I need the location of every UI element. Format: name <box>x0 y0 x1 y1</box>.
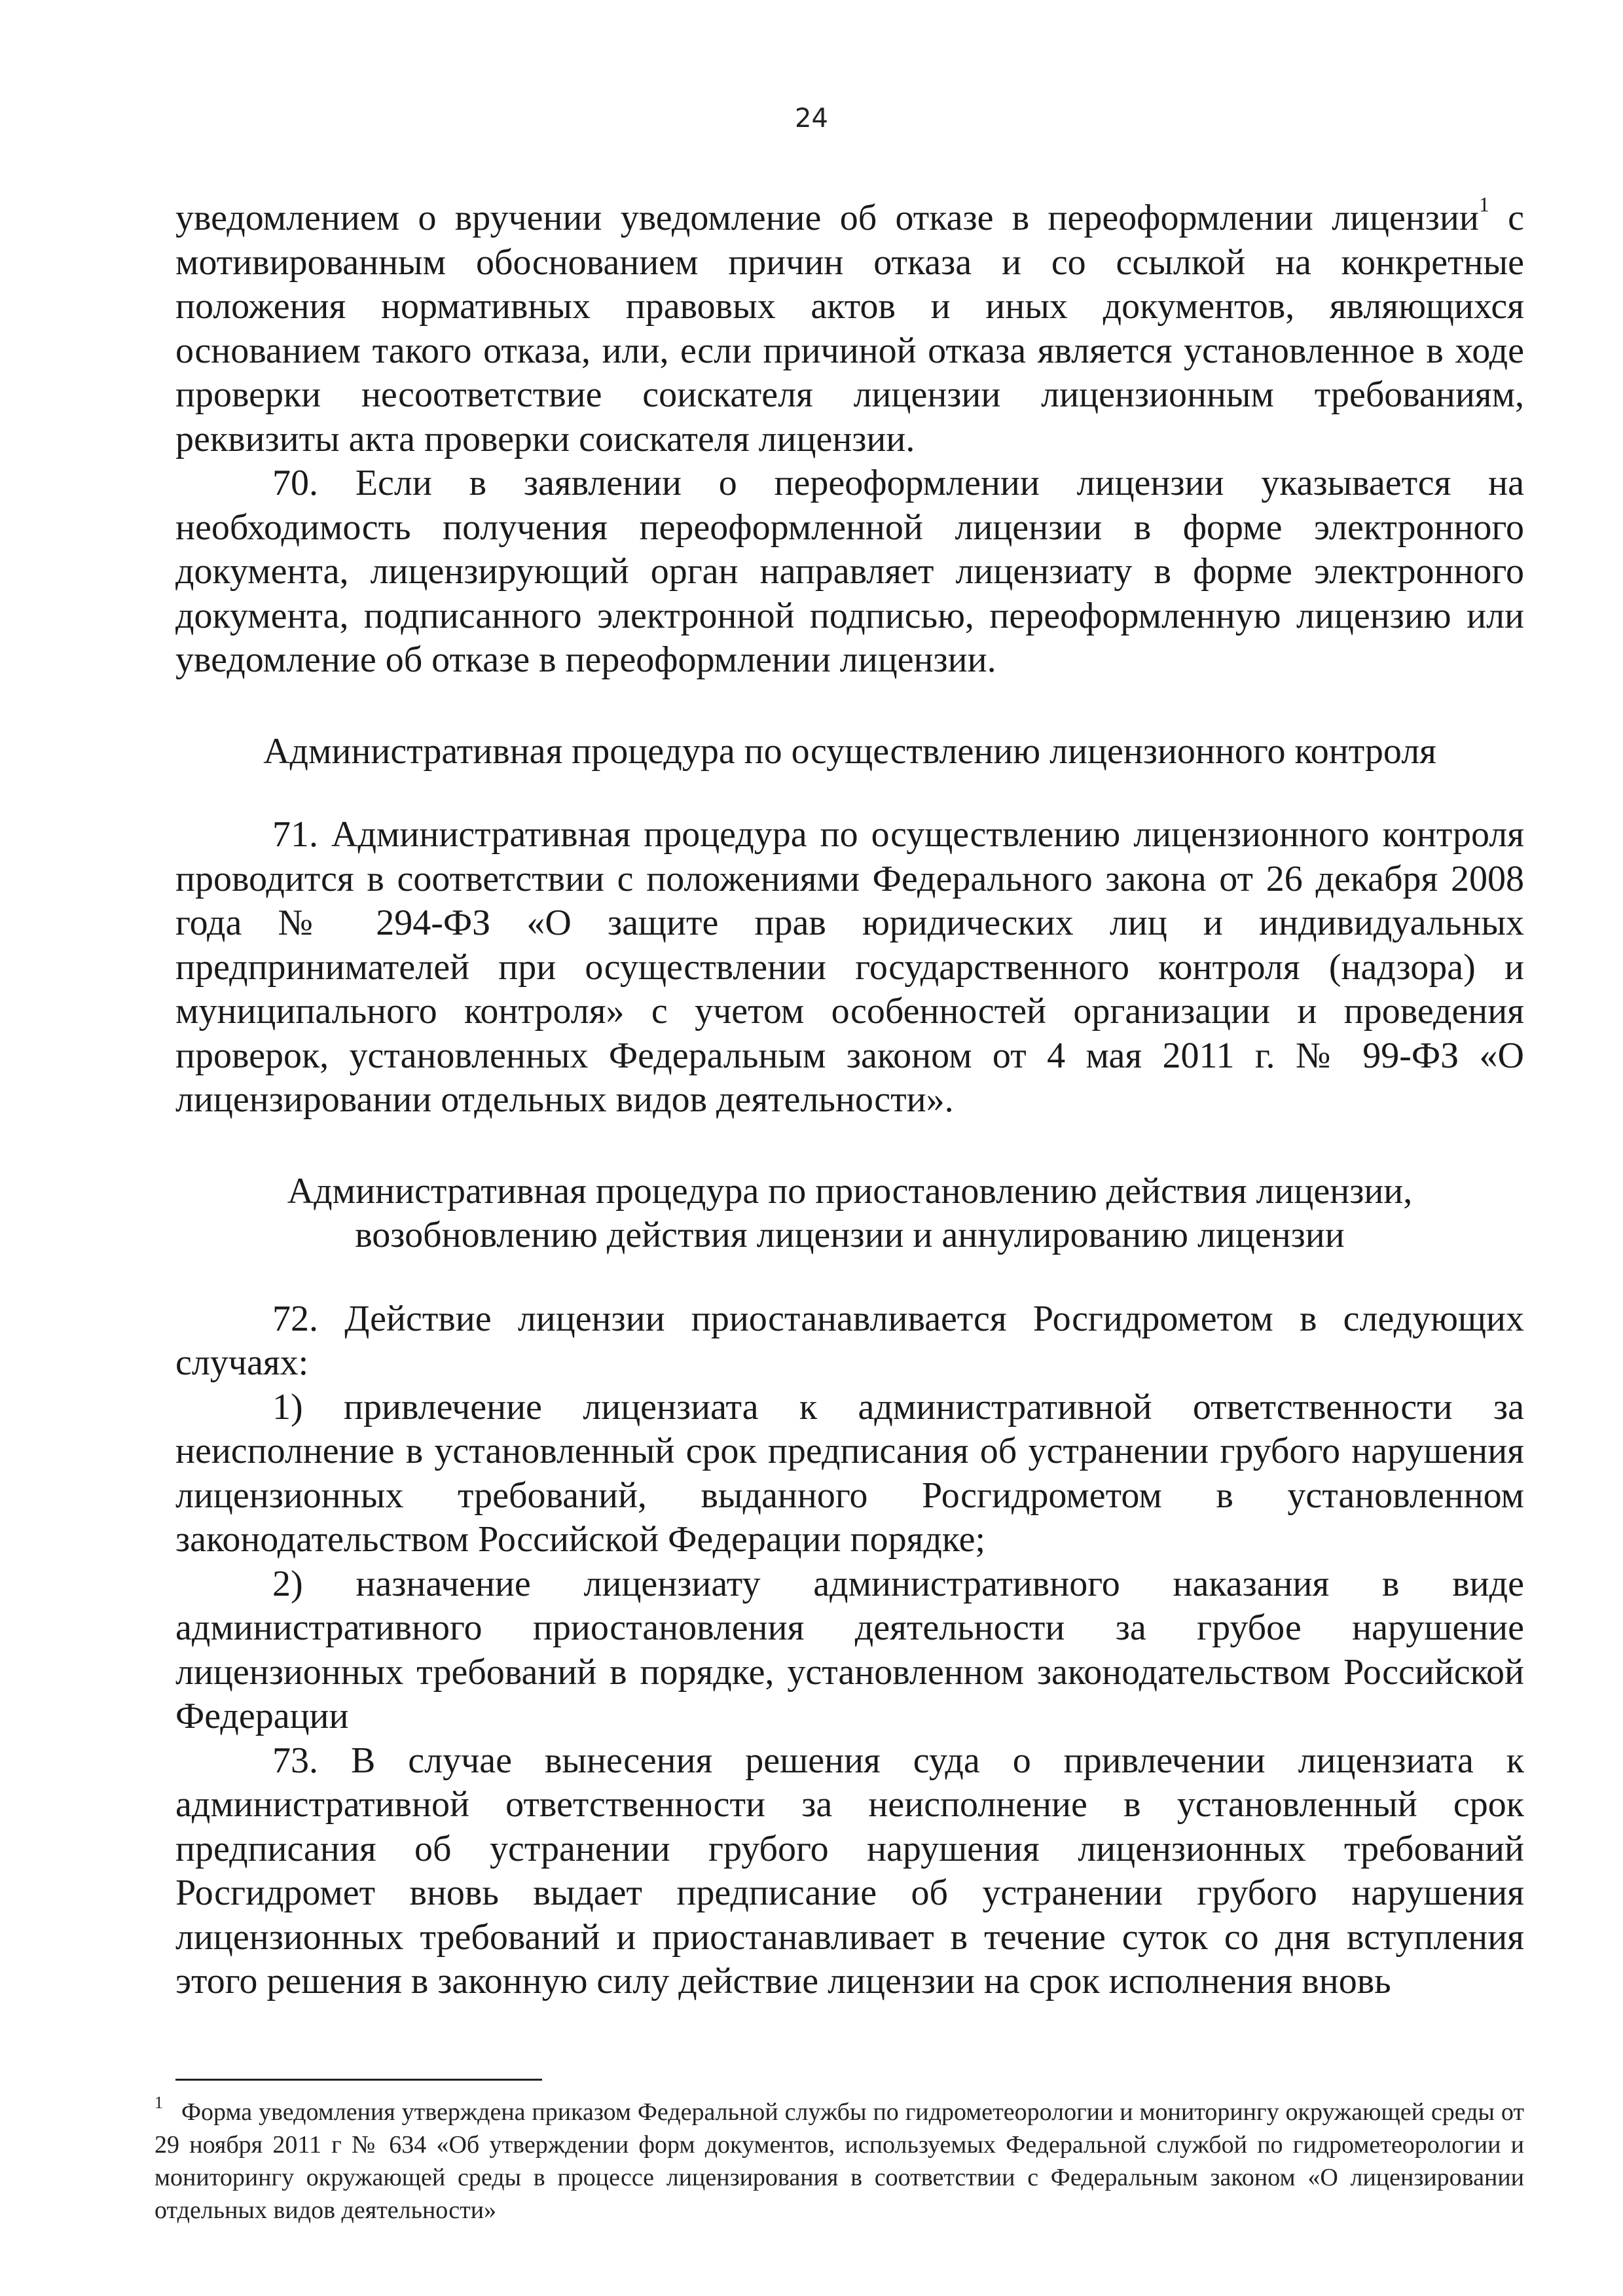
paragraph-72-item-1: 1) привлечение лицензиата к административной ответственности за неисполнение в установленный срок предписания об устранении грубого нарушения лицензионных требований, выданного Росгидрометом в установленном законодательством Российской Федерации порядке; <box>175 1386 1524 1560</box>
footnote-divider <box>175 2079 542 2081</box>
section-heading-suspension <box>175 1170 1524 1258</box>
page-number: 24 <box>795 103 828 134</box>
paragraph-72: 72. Действие лицензии приостанавливается Росгидрометом в следующих случаях: <box>175 1298 1524 1383</box>
paragraph-continuation-text-b: с мотивированным обоснованием причин отказа и со ссылкой на конкретные положения нормативных правовых актов и иных документов, являющихся основанием такого отказа, или, если причиной отказа является установленное в ходе проверки несоответствие соискателя лицензии лицензионным требованиям, реквизиты акта проверки соискателя лицензии. <box>175 198 1524 459</box>
document-body <box>175 192 1524 2004</box>
section-heading-suspension-line2: возобновлению действия лицензии и аннулированию лицензии <box>355 1215 1345 1255</box>
section-heading-license-control: Административная процедура по осуществлению лицензионного контроля <box>263 730 1436 772</box>
paragraph-continuation <box>175 192 1524 461</box>
footnote <box>155 2093 1524 2227</box>
paragraph-71: 71. Административная процедура по осуществлению лицензионного контроля проводится в соответствии с положениями Федерального закона от 26 декабря 2008 года № 294-ФЗ «О защите прав юридических лиц и индивидуальных предпринимателей при осуществлении государственного контроля (надзора) и муниципального контроля» с учетом особенностей организации и проведения проверок, установленных Федеральным законом от 4 мая 2011 г. № 99-ФЗ «О лицензировании отдельных видов деятельности». <box>175 814 1524 1120</box>
footnote-reference: 1 <box>1478 192 1489 216</box>
paragraph-73: 73. В случае вынесения решения суда о привлечении лицензиата к административной ответственности за неисполнение в установленный срок предписания об устранении грубого нарушения лицензионных требований Росгидромет вновь выдает предписание об устранении грубого нарушения лицензионных требований и приостанавливает в течение суток со дня вступления этого решения в законную силу действие лицензии на срок исполнения вновь <box>175 1740 1524 2001</box>
section-heading-suspension-line1: Административная процедура по приостановлению действия лицензии, <box>287 1170 1413 1211</box>
footnote-mark: 1 <box>155 2093 163 2112</box>
paragraph-72-item-2: 2) назначение лицензиату административного наказания в виде административного приостановления деятельности за грубое нарушение лицензионных требований в порядке, установленном законодательством Российской Федерации <box>175 1563 1524 1736</box>
paragraph-continuation-text-a: уведомлением о вручении уведомление об отказе в переоформлении лицензии <box>175 198 1479 238</box>
footnote-text: Форма уведомления утверждена приказом Федеральной службы по гидрометеорологии и мониторингу окружающей среды от 29 ноября 2011 г № 634 «Об утверждении форм документов, используемых Федеральной службой по гидрометеорологии и мониторингу окружающей среды в процессе лицензирования в соответствии с Федеральным законом «О лицензировании отдельных видов деятельности» <box>155 2098 1524 2224</box>
paragraph-70: 70. Если в заявлении о переоформлении лицензии указывается на необходимость получения переоформленной лицензии в форме электронного документа, лицензирующий орган направляет лицензиату в форме электронного документа, подписанного электронной подписью, переоформленную лицензию или уведомление об отказе в переоформлении лицензии. <box>175 463 1524 680</box>
